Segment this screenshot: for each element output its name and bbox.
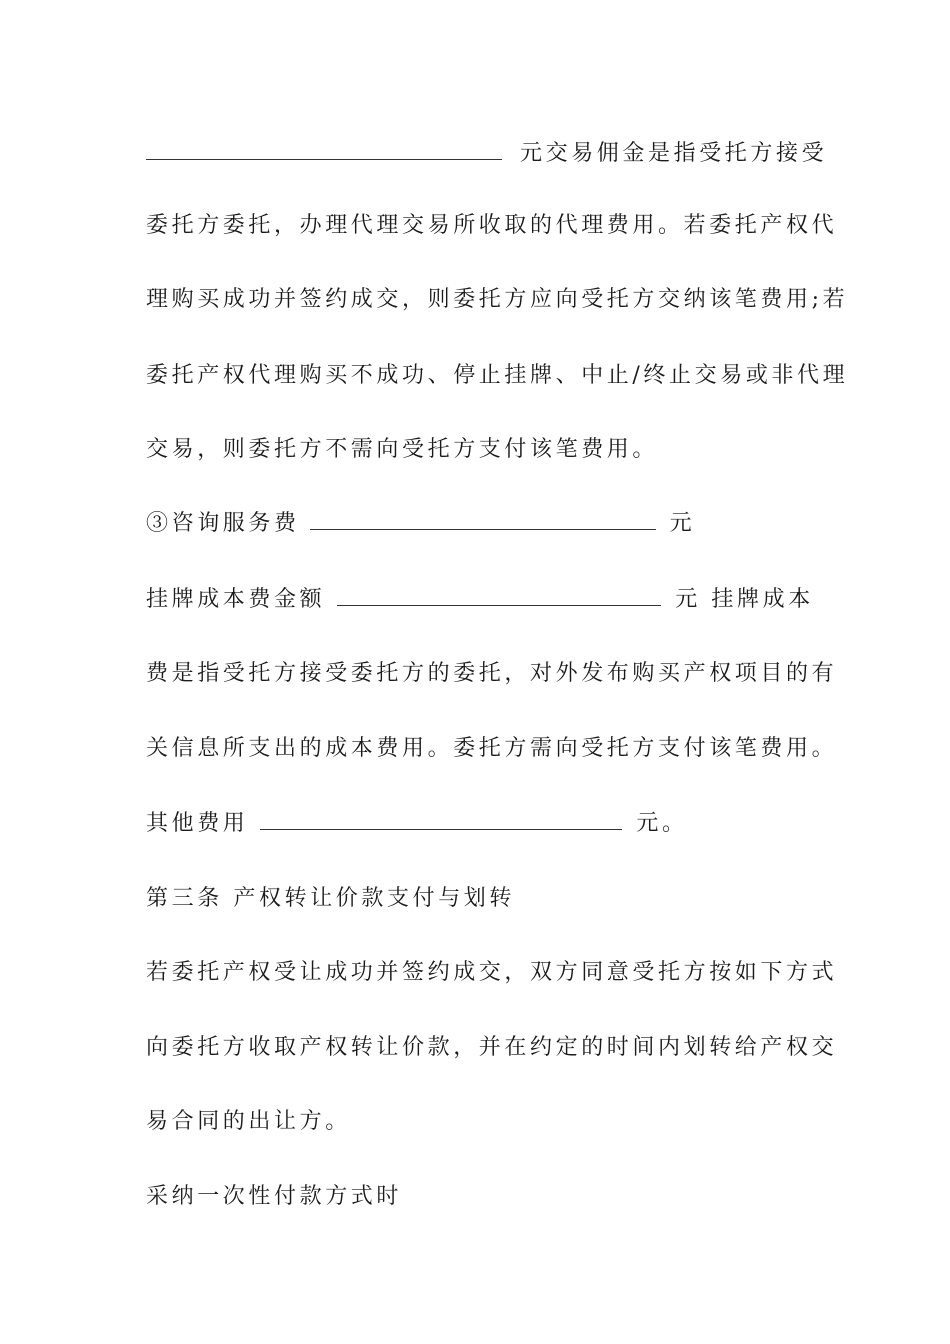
line-text: 理购买成功并签约成交，则委托方应向受托方交纳该笔费用;若 bbox=[146, 287, 849, 312]
line-text: 关信息所支出的成本费用。委托方需向受托方支付该笔费用。 bbox=[146, 736, 838, 761]
paragraph-line bbox=[146, 285, 849, 315]
line-label: 其他费用 bbox=[146, 811, 249, 836]
paragraph-line bbox=[146, 734, 838, 764]
line-text: 委托产权代理购买不成功、停止挂牌、中止/终止交易或非代理 bbox=[146, 363, 849, 388]
fill-in-blank[interactable] bbox=[146, 139, 502, 160]
paragraph-line bbox=[146, 435, 806, 465]
listing-cost-blank[interactable] bbox=[337, 585, 661, 606]
other-fees-blank[interactable] bbox=[260, 809, 622, 830]
line-suffix: 元 bbox=[669, 511, 696, 536]
paragraph-line bbox=[146, 361, 849, 391]
line-text: 费是指受托方接受委托方的委托，对外发布购买产权项目的有 bbox=[146, 661, 838, 686]
consulting-fee-line bbox=[146, 509, 806, 539]
article-heading bbox=[146, 884, 806, 914]
paragraph-line bbox=[146, 1107, 806, 1137]
line-label: ③咨询服务费 bbox=[146, 511, 300, 536]
paragraph-line bbox=[146, 659, 838, 689]
line-text: 交易，则委托方不需向受托方支付该笔费用。 bbox=[146, 437, 659, 462]
paragraph-line bbox=[146, 139, 828, 169]
paragraph-line bbox=[146, 1033, 838, 1063]
line-suffix: 元 挂牌成本 bbox=[675, 587, 814, 612]
line-text: 向委托方收取产权转让价款，并在约定的时间内划转给产权交 bbox=[146, 1035, 838, 1060]
paragraph-line bbox=[146, 211, 838, 241]
other-fees-line bbox=[146, 809, 806, 839]
line-text: 易合同的出让方。 bbox=[146, 1109, 351, 1134]
consulting-fee-blank[interactable] bbox=[310, 509, 656, 530]
line-text: 委托方委托，办理代理交易所收取的代理费用。若委托产权代 bbox=[146, 213, 838, 238]
line-text: 元交易佣金是指受托方接受 bbox=[520, 141, 828, 166]
line-label: 挂牌成本费金额 bbox=[146, 587, 326, 612]
line-text: 若委托产权受让成功并签约成交，双方同意受托方按如下方式 bbox=[146, 960, 838, 985]
line-text: 采纳一次性付款方式时 bbox=[146, 1184, 403, 1209]
paragraph-line bbox=[146, 1182, 806, 1212]
paragraph-line bbox=[146, 958, 838, 988]
article-title: 第三条 产权转让价款支付与划转 bbox=[146, 886, 515, 911]
listing-cost-line bbox=[146, 585, 814, 615]
line-suffix: 元。 bbox=[636, 811, 688, 836]
